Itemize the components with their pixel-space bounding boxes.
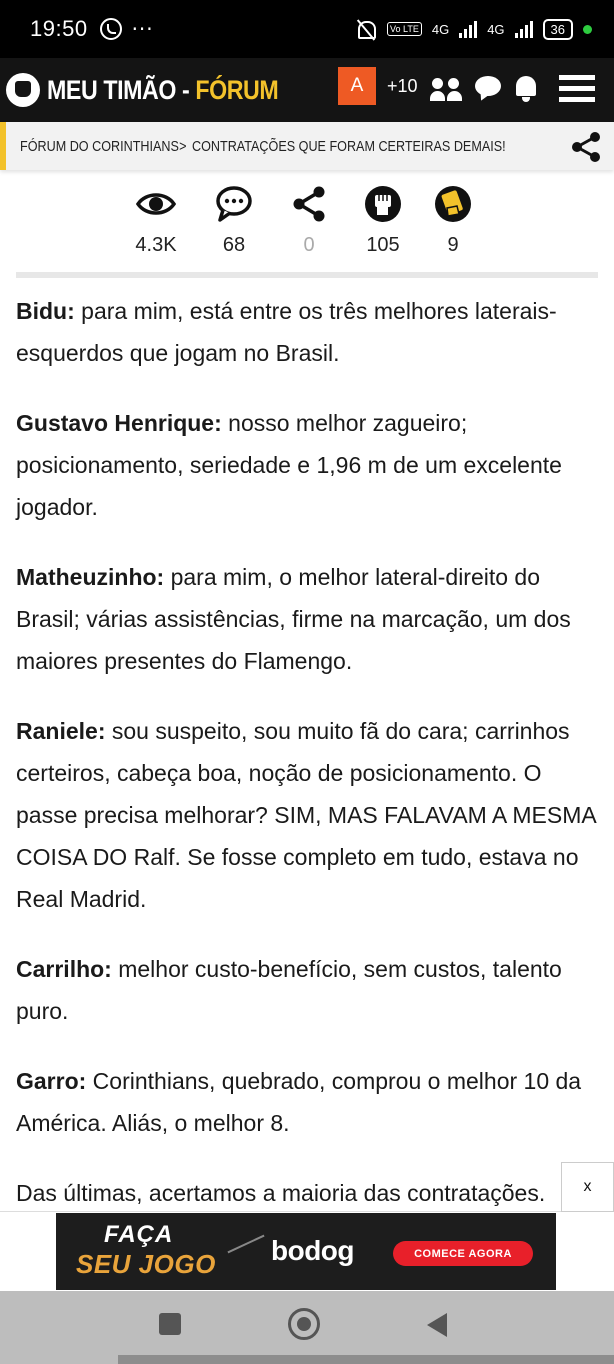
player-name: Gustavo Henrique: bbox=[16, 410, 222, 436]
notification-count[interactable]: +10 bbox=[387, 76, 418, 96]
player-name: Garro: bbox=[16, 1068, 87, 1094]
stats-divider bbox=[16, 272, 598, 278]
ad-banner[interactable] bbox=[56, 1213, 556, 1290]
player-comment: para mim, está entre os três melhores laterais-esquerdos que jogam no Brasil. bbox=[16, 298, 557, 366]
post-closing-line: Das últimas, acertamos a maioria das contratações. bbox=[16, 1180, 546, 1206]
hamburger-menu-icon[interactable] bbox=[559, 72, 595, 106]
user-avatar[interactable]: A bbox=[338, 67, 376, 105]
views-count: 4.3K bbox=[135, 234, 177, 256]
post-paragraph bbox=[16, 1060, 601, 1144]
brand-title bbox=[47, 75, 278, 106]
eye-icon bbox=[136, 184, 176, 224]
player-name: Carrilho: bbox=[16, 956, 112, 982]
fist-reaction-icon bbox=[363, 184, 403, 224]
volte-icon: Vo LTE bbox=[387, 22, 422, 36]
comments-stat[interactable] bbox=[204, 184, 264, 257]
player-comment: para mim, o melhor lateral-direito do Brasil; várias assistências, firme na marcação, um dos maiores presentes do Flamengo. bbox=[16, 564, 571, 674]
brand-forum: FÓRUM bbox=[195, 74, 279, 105]
signal-icon-2 bbox=[515, 20, 533, 38]
more-notifications-icon: ··· bbox=[131, 17, 154, 41]
back-icon[interactable] bbox=[427, 1313, 447, 1337]
battery-indicator: 36 bbox=[543, 19, 573, 40]
share-icon bbox=[289, 184, 329, 224]
gesture-bar bbox=[118, 1355, 614, 1364]
brand-main: MEU TIMÃO - bbox=[47, 74, 196, 105]
post-paragraph bbox=[16, 556, 601, 682]
post-paragraph bbox=[16, 710, 601, 920]
people-icon[interactable] bbox=[430, 72, 466, 106]
player-name: Raniele: bbox=[16, 718, 106, 744]
player-name: Bidu: bbox=[16, 298, 75, 324]
bell-icon[interactable] bbox=[512, 72, 540, 106]
views-stat bbox=[126, 184, 186, 257]
shares-stat[interactable] bbox=[279, 184, 339, 257]
player-name: Matheuzinho: bbox=[16, 564, 165, 590]
fist-count: 105 bbox=[366, 234, 400, 256]
post-body bbox=[16, 290, 601, 1242]
ad-headline-1: FAÇA bbox=[104, 1221, 174, 1248]
muted-bell-icon bbox=[355, 18, 377, 40]
breadcrumb-root[interactable]: FÓRUM DO CORINTHIANS bbox=[20, 137, 179, 155]
breadcrumb bbox=[0, 122, 614, 170]
ad-cta-button[interactable]: COMECE AGORA bbox=[393, 1241, 533, 1266]
ad-close-button[interactable]: x bbox=[561, 1162, 614, 1212]
thumb-count: 9 bbox=[447, 234, 459, 256]
player-comment: melhor custo-benefício, sem custos, talento puro. bbox=[16, 956, 562, 1024]
comment-icon bbox=[214, 184, 254, 224]
home-icon[interactable] bbox=[288, 1308, 320, 1340]
ad-headline-2: SEU JOGO bbox=[76, 1249, 216, 1279]
system-navigation-bar bbox=[0, 1291, 614, 1364]
post-paragraph bbox=[16, 948, 601, 1032]
recent-apps-icon[interactable] bbox=[159, 1313, 181, 1335]
player-comment: sou suspeito, sou muito fã do cara; carrinhos certeiros, cabeça boa, noção de posicionamento. O passe precisa melhorar? SIM, MAS FALAVAM A MESMA COISA DO Ralf. Se fosse completo em tudo, estava no Real Madrid. bbox=[16, 718, 596, 912]
network-type-2: 4G bbox=[487, 21, 505, 37]
network-type-1: 4G bbox=[431, 21, 450, 37]
whatsapp-icon bbox=[100, 18, 122, 40]
status-time: 19:50 bbox=[30, 16, 88, 41]
fist-stat[interactable] bbox=[353, 184, 413, 257]
chat-icon[interactable] bbox=[474, 72, 502, 106]
yellow-card-reaction-icon bbox=[433, 184, 473, 224]
breadcrumb-separator: > bbox=[179, 137, 187, 155]
player-comment: nosso melhor zagueiro; posicionamento, seriedade e 1,96 m de um excelente jogador. bbox=[16, 410, 562, 520]
post-paragraph bbox=[16, 290, 601, 374]
privacy-dot-icon bbox=[583, 25, 592, 34]
signal-icon-1 bbox=[459, 20, 477, 38]
status-bar bbox=[0, 0, 614, 58]
player-comment: Corinthians, quebrado, comprou o melhor 10 da América. Aliás, o melhor 8. bbox=[16, 1068, 582, 1136]
site-logo[interactable] bbox=[0, 73, 316, 107]
share-icon[interactable] bbox=[570, 131, 602, 163]
fist-logo-icon bbox=[6, 73, 40, 107]
topic-stats bbox=[0, 184, 614, 264]
thumb-stat[interactable] bbox=[423, 184, 483, 257]
post-paragraph bbox=[16, 402, 601, 528]
breadcrumb-current: CONTRATAÇÕES QUE FORAM CERTEIRAS DEMAIS! bbox=[192, 137, 506, 155]
shares-count: 0 bbox=[303, 234, 315, 256]
site-header bbox=[0, 58, 614, 122]
comments-count: 68 bbox=[222, 234, 246, 256]
ad-brand-logo: bodog bbox=[271, 1235, 355, 1266]
ad-decoration bbox=[227, 1235, 264, 1254]
